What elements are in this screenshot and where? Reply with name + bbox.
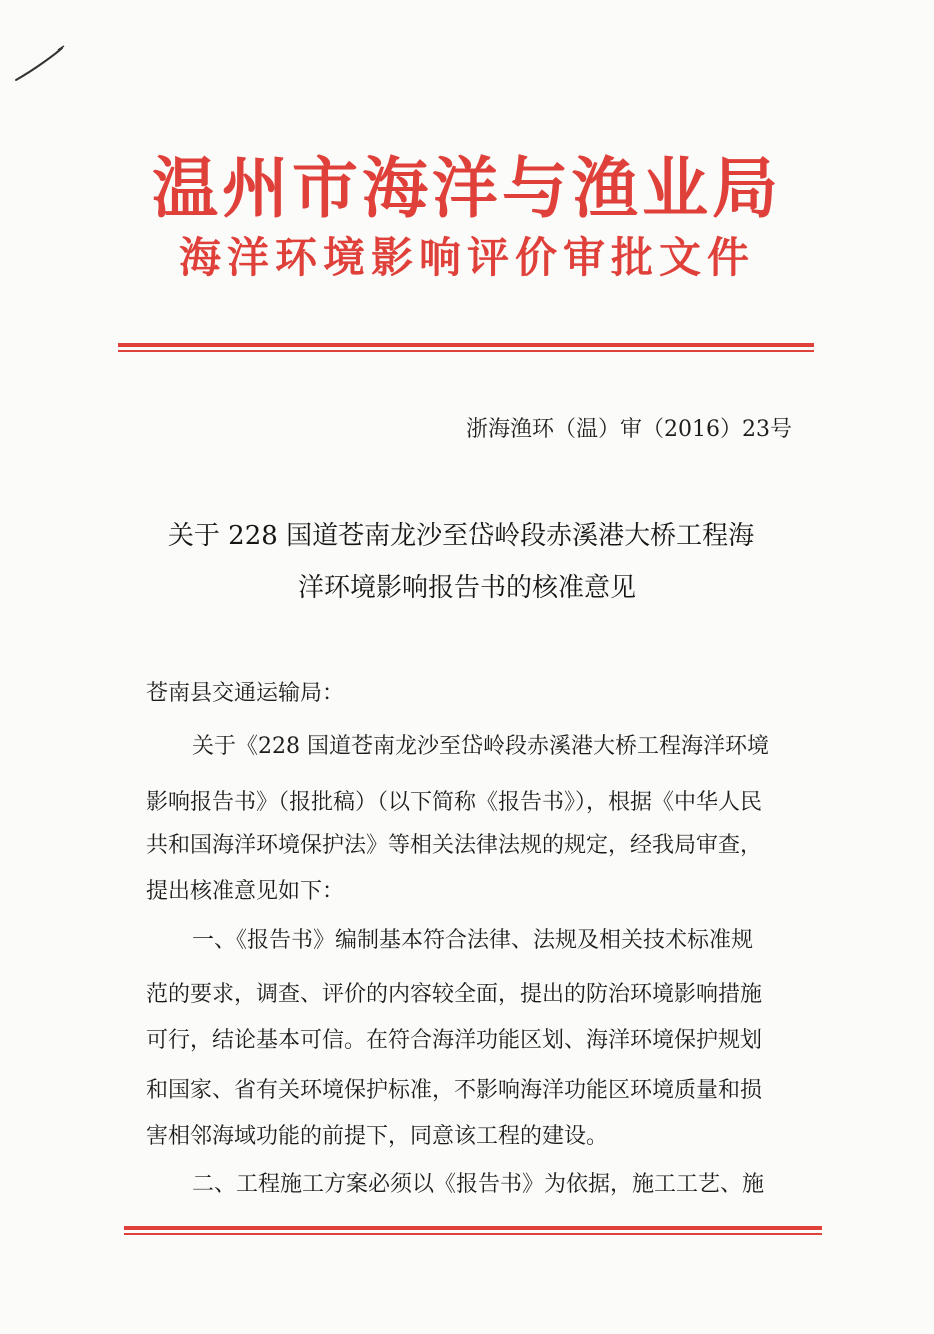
body-line: 一、《报告书》编制基本符合法律、法规及相关技术标准规 — [192, 928, 754, 953]
document-number: 浙海渔环（温）审（2016）23号 — [466, 417, 792, 442]
body-line: 二、工程施工方案必须以《报告书》为依据，施工工艺、施 — [192, 1172, 765, 1197]
body-line: 和国家、省有关环境保护标准，不影响海洋功能区环境质量和损 — [146, 1078, 763, 1103]
body-line: 影响报告书》（报批稿）（以下简称《报告书》），根据《中华人民 — [146, 790, 763, 815]
recipient: 苍南县交通运输局： — [146, 681, 345, 706]
body-line: 范的要求，调查、评价的内容较全面，提出的防治环境影响措施 — [146, 982, 763, 1007]
pen-mark-icon — [10, 40, 70, 90]
footer-red-rule — [124, 1226, 822, 1235]
agency-title: 温州市海洋与渔业局 — [152, 149, 782, 227]
body-line: 害相邻海域功能的前提下，同意该工程的建设。 — [146, 1124, 609, 1149]
document-title-line-1: 关于 228 国道苍南龙沙至岱岭段赤溪港大桥工程海 — [167, 521, 755, 551]
document-title-line-2: 洋环境影响报告书的核准意见 — [297, 573, 636, 603]
header-red-rule — [118, 343, 814, 352]
body-line: 提出核准意见如下： — [146, 879, 345, 904]
document-type-title: 海洋环境影响评价审批文件 — [178, 233, 755, 282]
body-line: 共和国海洋环境保护法》等相关法律法规的规定，经我局审查， — [146, 833, 763, 858]
body-line: 可行，结论基本可信。在符合海洋功能区划、海洋环境保护规划 — [146, 1028, 763, 1053]
body-line: 关于《228 国道苍南龙沙至岱岭段赤溪港大桥工程海洋环境 — [192, 734, 769, 759]
